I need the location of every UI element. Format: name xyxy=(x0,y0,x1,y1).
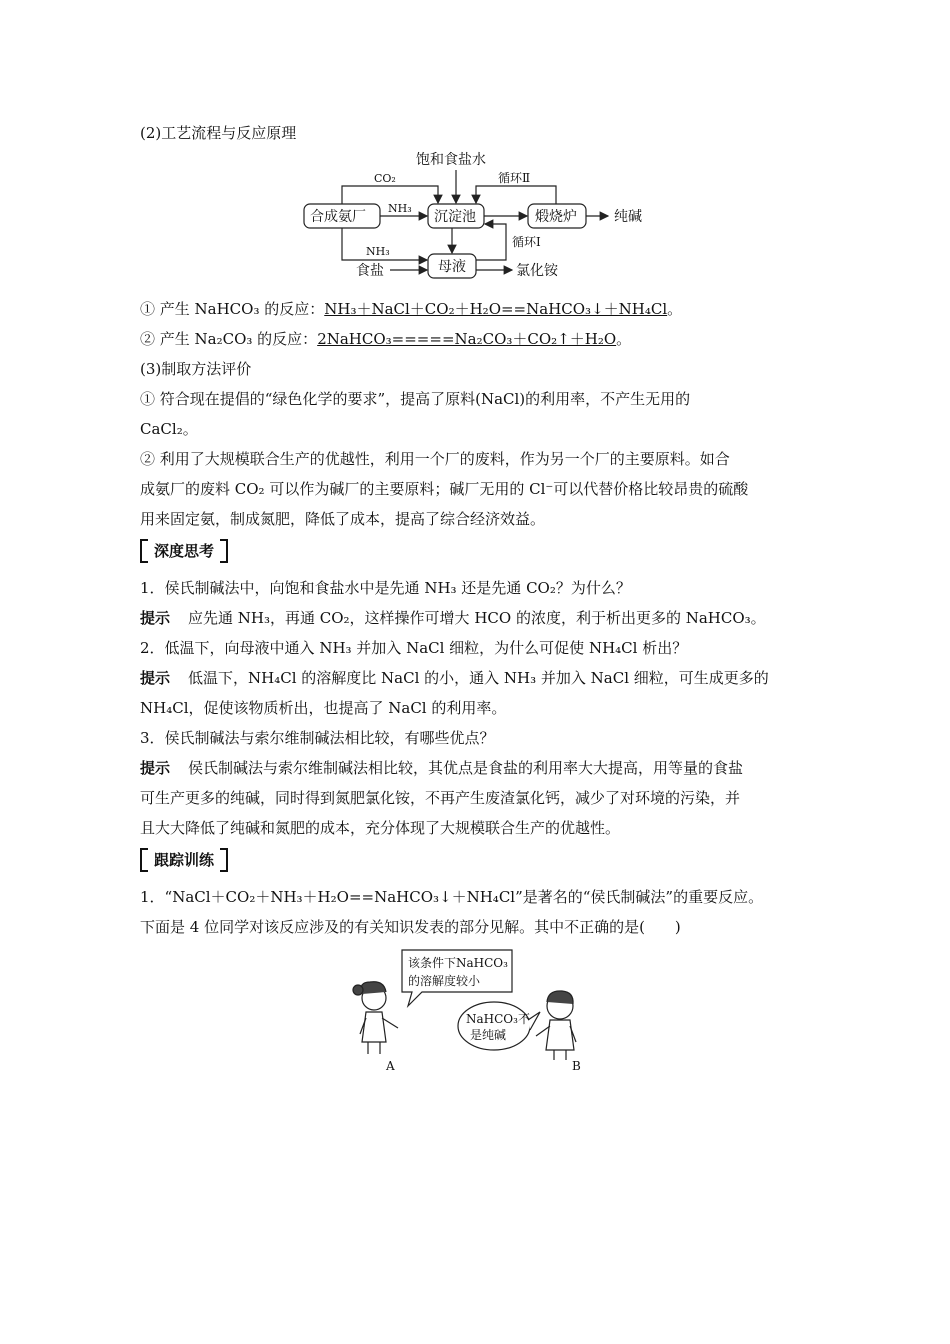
answer-3-line2: 可生产更多的纯碱，同时得到氮肥氯化铵，不再产生废渣氯化钙，减少了对环境的污染，并 xyxy=(140,789,741,807)
hint-label: 提示 xyxy=(140,759,171,777)
label-synthesis-plant: 合成氨厂 xyxy=(310,209,366,225)
bracket-right-icon xyxy=(220,848,228,872)
label-mother-liquor: 母液 xyxy=(438,259,466,275)
arrow-cycle1 xyxy=(476,224,506,260)
label-b: B xyxy=(572,1059,581,1073)
girl-figure-icon xyxy=(353,982,398,1054)
question-3: 3．侯氏制碱法与索尔维制碱法相比较，有哪些优点？ xyxy=(140,729,495,747)
label-nh3-bottom: NH₃ xyxy=(366,245,390,258)
question-2: 2．低温下，向母液中通入 NH₃ 并加入 NaCl 细粒，为什么可促使 NH₄Cl 析出？ xyxy=(140,639,688,657)
reaction-1-equation: NH₃＋NaCl＋CO₂＋H₂O==NaHCO₃↓＋NH₄Cl xyxy=(324,300,668,318)
section3-p2-line3: 用来固定氨，制成氮肥，降低了成本，提高了综合经济效益。 xyxy=(140,510,546,528)
bubble-b-line1: NaHCO₃不 xyxy=(466,1012,530,1026)
tracking-title: 跟踪训练 xyxy=(154,851,215,869)
reaction-2 xyxy=(140,324,820,354)
process-flowchart xyxy=(298,148,660,284)
answer-1-text: 应先通 NH₃，再通 CO₂，这样操作可增大 HCO 的浓度，利于析出更多的 NaHCO₃。 xyxy=(188,609,766,627)
hint-label: 提示 xyxy=(140,609,171,627)
bubble-b-line2: 是纯碱 xyxy=(470,1028,507,1042)
student-cartoon xyxy=(350,946,600,1076)
deep-thinking-title: 深度思考 xyxy=(154,542,215,560)
tracking-header xyxy=(140,845,228,875)
bracket-left-icon xyxy=(140,848,148,872)
bubble-a-line2: 的溶解度较小 xyxy=(408,974,481,988)
label-brine: 饱和食盐水 xyxy=(416,152,486,168)
section3-p1-line1: ① 符合现在提倡的“绿色化学的要求”，提高了原料(NaCl)的利用率，不产生无用的 xyxy=(140,390,691,408)
reaction-1-prefix: ① 产生 NaHCO₃ 的反应： xyxy=(140,300,325,318)
label-nh4cl: 氯化铵 xyxy=(516,263,558,279)
hint-label: 提示 xyxy=(140,669,171,687)
label-nh3-top: NH₃ xyxy=(388,202,412,215)
section2-heading: (2)工艺流程与反应原理 xyxy=(140,124,297,142)
arrow-cycle2 xyxy=(476,186,556,204)
label-a: A xyxy=(386,1059,395,1073)
bracket-right-icon xyxy=(220,539,228,563)
reaction-2-equation: 2NaHCO₃=====Na₂CO₃＋CO₂↑＋H₂O xyxy=(317,330,617,348)
speech-bubble-b xyxy=(458,1002,530,1050)
answer-3-text: 侯氏制碱法与索尔维制碱法相比较，其优点是食盐的利用率大大提高，用等量的食盐 xyxy=(188,759,744,777)
answer-3-line3: 且大大降低了纯碱和氮肥的成本，充分体现了大规模联合生产的优越性。 xyxy=(140,819,621,837)
answer-2-text: 低温下，NH₄Cl 的溶解度比 NaCl 的小，通入 NH₃ 并加入 NaCl 细粒，可生成更多的 xyxy=(188,669,769,687)
answer-1 xyxy=(140,603,820,633)
section3-p2-line1: ② 利用了大规模联合生产的优越性，利用一个厂的废料，作为另一个厂的主要原料。如合 xyxy=(140,450,730,468)
reaction-2-prefix: ② 产生 Na₂CO₃ 的反应： xyxy=(140,330,318,348)
label-furnace: 煅烧炉 xyxy=(535,209,577,225)
label-salt: 食盐 xyxy=(356,263,384,279)
label-cycle1: 循环Ⅰ xyxy=(512,235,541,249)
answer-2-line1 xyxy=(140,663,820,693)
question-1: 1．侯氏制碱法中，向饱和食盐水中是先通 NH₃ 还是先通 CO₂？为什么？ xyxy=(140,579,631,597)
label-precipitation-tank: 沉淀池 xyxy=(434,209,476,225)
section3-p1-line2: CaCl₂。 xyxy=(140,420,198,438)
label-co2: CO₂ xyxy=(374,172,396,185)
section3-heading: (3)制取方法评价 xyxy=(140,360,252,378)
tracking-question-1-line2: 下面是 4 位同学对该反应涉及的有关知识发表的部分见解。其中不正确的是( ) xyxy=(140,918,681,936)
reaction-2-suffix: 。 xyxy=(616,330,632,348)
deep-thinking-header xyxy=(140,536,228,566)
boy-figure-icon xyxy=(536,991,576,1060)
answer-3-line1 xyxy=(140,753,820,783)
bubble-a-line1: 该条件下NaHCO₃ xyxy=(408,956,508,970)
answer-2-line2: NH₄Cl，促使该物质析出，也提高了 NaCl 的利用率。 xyxy=(140,699,507,717)
section3-p2-line2: 成氨厂的废料 CO₂ 可以作为碱厂的主要原料；碱厂无用的 Cl⁻可以代替价格比较昂贵的硫酸 xyxy=(140,480,749,498)
tracking-question-1-line1: 1．“NaCl＋CO₂＋NH₃＋H₂O==NaHCO₃↓＋NH₄Cl”是著名的“侯氏制碱法”的重要反应。 xyxy=(140,888,764,906)
reaction-1 xyxy=(140,294,820,324)
bracket-left-icon xyxy=(140,539,148,563)
label-soda: 纯碱 xyxy=(614,209,642,225)
label-cycle2: 循环Ⅱ xyxy=(498,171,531,185)
reaction-1-suffix: 。 xyxy=(667,300,683,318)
